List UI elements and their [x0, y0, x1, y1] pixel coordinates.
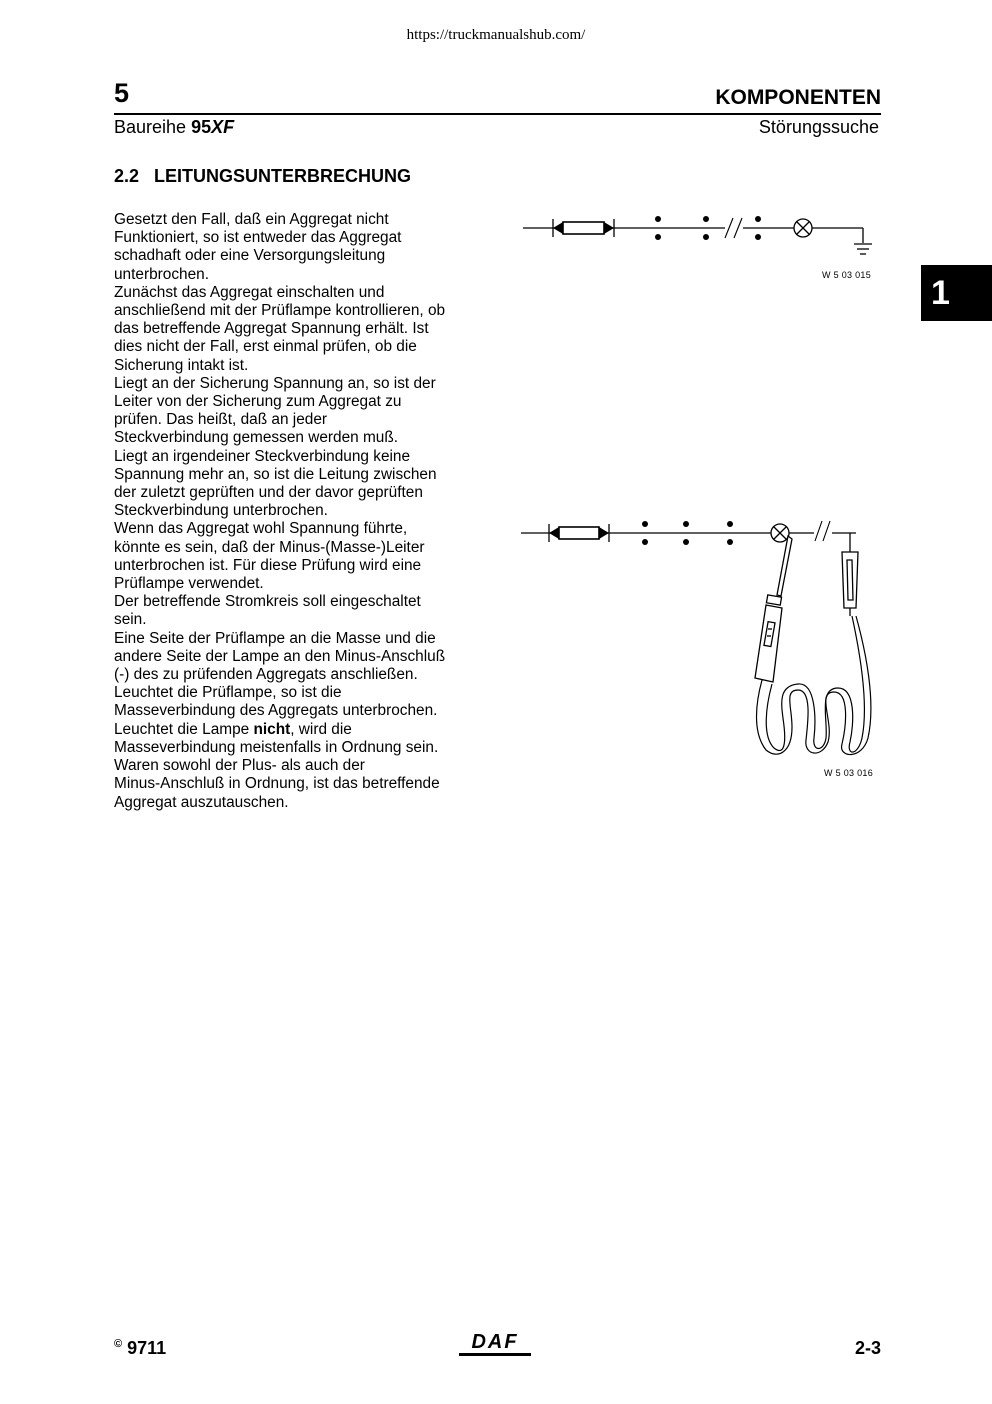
chapter-number: 5: [114, 78, 130, 108]
fuse-symbol: [549, 524, 609, 542]
circuit-diagram-2: [516, 512, 896, 767]
interruption-mark: [814, 521, 832, 541]
test-lamp-probe: [755, 536, 792, 682]
body-line: Prüflampe verwendet.: [114, 575, 264, 593]
footer-code-value: 9711: [127, 1338, 167, 1358]
page-number: 2-3: [854, 1338, 881, 1358]
body-line: sein.: [114, 611, 147, 629]
body-line: Zunächst das Aggregat einschalten und: [114, 283, 385, 301]
body-line: könnte es sein, daß der Minus-(Masse-)Leiter: [114, 538, 425, 556]
body-line: (-) des zu prüfenden Aggregats anschließen.: [114, 666, 418, 684]
body-line: prüfen. Das heißt, daß an jeder: [114, 411, 328, 429]
body-line: Masseverbindung meistenfalls in Ordnung sein.: [114, 738, 439, 756]
chapter-tab: 1: [921, 265, 992, 321]
body-line: Waren sowohl der Plus- als auch der: [114, 757, 365, 775]
body-line: Sicherung intakt ist.: [114, 356, 249, 374]
series-prefix: Baureihe: [114, 117, 192, 137]
body-line: dies nicht der Fall, erst einmal prüfen, ob die: [114, 338, 417, 356]
body-line: unterbrochen ist. Für diese Prüfung wird eine: [114, 556, 422, 574]
body-line-text: Leuchtet die Lampe: [114, 720, 254, 738]
body-line: das betreffende Aggregat Spannung erhält. Ist: [114, 320, 429, 338]
daf-logo: [459, 1332, 531, 1356]
body-line: schadhaft oder eine Versorgungsleitung: [114, 247, 386, 265]
body-text: [114, 211, 484, 812]
circuit-diagram-1: [518, 205, 878, 265]
body-line: Gesetzt den Fall, daß ein Aggregat nicht: [114, 211, 389, 228]
body-lines-group: [114, 211, 484, 721]
copyright-symbol: ©: [114, 1338, 123, 1350]
body-line: Leiter von der Sicherung zum Aggregat zu: [114, 393, 402, 411]
body-lines-group: [114, 739, 484, 812]
body-line: [114, 721, 484, 739]
body-line: Liegt an irgendeiner Steckverbindung keine: [114, 447, 411, 465]
footer-code: [114, 1338, 166, 1359]
subchapter-title: Störungssuche: [758, 117, 879, 137]
interruption-mark: [725, 218, 743, 238]
fuse-symbol: [553, 219, 614, 237]
body-line: Liegt an der Sicherung Spannung an, so ist der: [114, 374, 436, 392]
lamp-symbol: [794, 219, 812, 237]
body-line: Eine Seite der Prüflampe an die Masse und die: [114, 629, 436, 647]
body-line: anschließend mit der Prüflampe kontrollieren, ob: [114, 302, 446, 320]
figure-code: W 5 03 015: [822, 270, 872, 280]
body-line: andere Seite der Lampe an den Minus-Anschluß: [114, 647, 446, 665]
chapter-title: KOMPONENTEN: [715, 86, 881, 109]
series-model-suffix: XF: [211, 117, 235, 137]
body-emphasis: nicht: [253, 720, 291, 738]
body-line: Spannung mehr an, so ist die Leitung zwischen: [114, 465, 437, 483]
body-line: Masseverbindung des Aggregats unterbrochen.: [114, 702, 438, 720]
series-model-number: 95: [191, 117, 212, 137]
lamp-symbol: [771, 524, 789, 542]
body-line: Steckverbindung unterbrochen.: [114, 502, 328, 520]
ground-symbol: [854, 228, 872, 254]
logo-underline: [459, 1353, 531, 1356]
section-number: 2.2: [114, 166, 140, 186]
body-line: Minus-Anschluß in Ordnung, ist das betreffende: [114, 775, 440, 793]
source-url[interactable]: https://truckmanualshub.com/: [406, 27, 586, 43]
logo-text: DAF: [471, 1331, 519, 1353]
body-line-text: , wird die: [290, 720, 352, 738]
body-line: der zuletzt geprüften und der davor geprüften: [114, 484, 423, 502]
header-divider: [114, 113, 881, 115]
body-line: Aggregat auszutauschen.: [114, 793, 289, 811]
section-heading: [114, 166, 411, 187]
body-line: Leuchtet die Prüflampe, so ist die: [114, 684, 342, 702]
body-line: Steckverbindung gemessen werden muß.: [114, 429, 399, 447]
series-label: [114, 117, 234, 138]
body-line: Wenn das Aggregat wohl Spannung führte,: [114, 520, 408, 538]
alligator-clip: [842, 533, 858, 616]
body-line: Funktioniert, so ist entweder das Aggregat: [114, 229, 402, 247]
figure-code: W 5 03 016: [824, 768, 874, 778]
section-title: LEITUNGSUNTERBRECHUNG: [154, 166, 412, 186]
body-line: unterbrochen.: [114, 265, 209, 283]
body-line: Der betreffende Stromkreis soll eingeschaltet: [114, 593, 421, 611]
